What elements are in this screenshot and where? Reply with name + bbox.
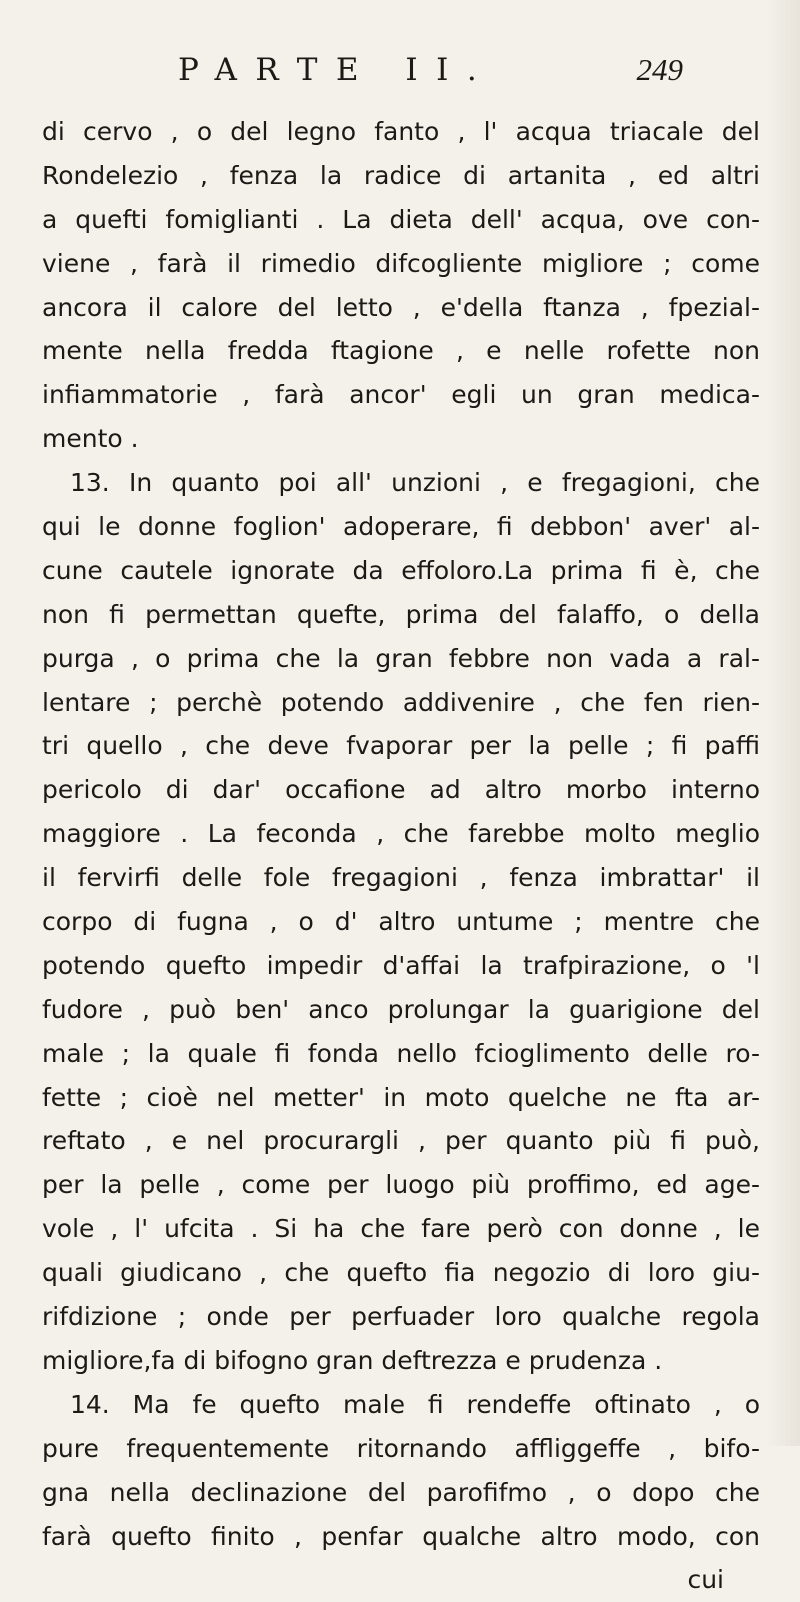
page-edge-shadow (766, 0, 800, 1446)
text-line: viene , farà il rimedio difcogliente migliore ; come (42, 248, 760, 278)
text-line: reftato , e nel procurargli , per quanto più fi può, (42, 1126, 760, 1156)
text-line: Rondelezio , fenza la radice di artanita , ed altri (42, 160, 760, 190)
text-line: infiammatorie , farà ancor' egli un gran medica- (42, 380, 760, 410)
text-line: tri quello , che deve fvaporar per la pelle ; fi paffi (42, 731, 760, 761)
paragraph-start-line: 14. Ma fe quefto male fi rendeffe oftinato , o (70, 1389, 760, 1419)
text-line: mente nella fredda ftagione , e nelle rofette non (42, 336, 760, 366)
text-line: qui le donne foglion' adoperare, fi debbon' aver' al- (42, 512, 760, 542)
text-line: lentare ; perchè potendo addivenire , che fen rien- (42, 687, 760, 717)
text-line: fudore , può ben' anco prolungar la guarigione del (42, 994, 760, 1024)
text-line: il fervirfi delle fole fregagioni , fenza imbrattar' il (42, 863, 760, 893)
page-number: 249 (636, 52, 683, 87)
text-line: vole , l' ufcita . Si ha che fare però con donne , le (42, 1214, 760, 1244)
text-line: rifdizione ; onde per perfuader loro qualche regola (42, 1302, 760, 1332)
text-line: maggiore . La feconda , che farebbe molto meglio (42, 819, 760, 849)
text-line: migliore,fa di bifogno gran deftrezza e prudenza . (42, 1345, 663, 1375)
running-head (178, 50, 683, 98)
text-line: per la pelle , come per luogo più proffimo, ed age- (42, 1170, 760, 1200)
text-line: non fi permettan quefte, prima del falaffo, o della (42, 599, 760, 629)
text-line: fette ; cioè nel metter' in moto quelche ne fta ar- (42, 1082, 760, 1112)
paragraph-start-line: 13. In quanto poi all' unzioni , e fregagioni, che (70, 468, 760, 498)
text-line: pericolo di dar' occafione ad altro morbo interno (42, 775, 760, 805)
text-line: pure frequentemente ritornando affliggeffe , bifo- (42, 1433, 760, 1463)
running-title: PARTE II. (178, 52, 496, 88)
text-line: male ; la quale fi fonda nello fcioglimento delle ro- (42, 1038, 760, 1068)
text-line: a quefti fomiglianti . La dieta dell' acqua, ove con- (42, 204, 760, 234)
text-line: quali giudicano , che quefto fia negozio di loro giu- (42, 1258, 760, 1288)
text-line: purga , o prima che la gran febbre non vada a ral- (42, 643, 760, 673)
catchword: cui (687, 1565, 724, 1595)
text-line: cune cautele ignorate da effoloro.La prima fi è, che (42, 555, 760, 585)
text-line: di cervo , o del legno fanto , l' acqua triacale del (42, 117, 760, 146)
text-line: potendo quefto impedir d'affai la trafpirazione, o 'l (42, 950, 760, 980)
text-line: gna nella declinazione del parofifmo , o dopo che (42, 1477, 760, 1507)
text-line: farà quefto finito , penfar qualche altro modo, con (42, 1521, 760, 1551)
text-line: mento . (42, 424, 139, 454)
text-line: corpo di fugna , o d' altro untume ; mentre che (42, 907, 760, 937)
body-text (42, 110, 760, 1602)
text-line: ancora il calore del letto , e'della ftanza , fpezial- (42, 292, 760, 322)
